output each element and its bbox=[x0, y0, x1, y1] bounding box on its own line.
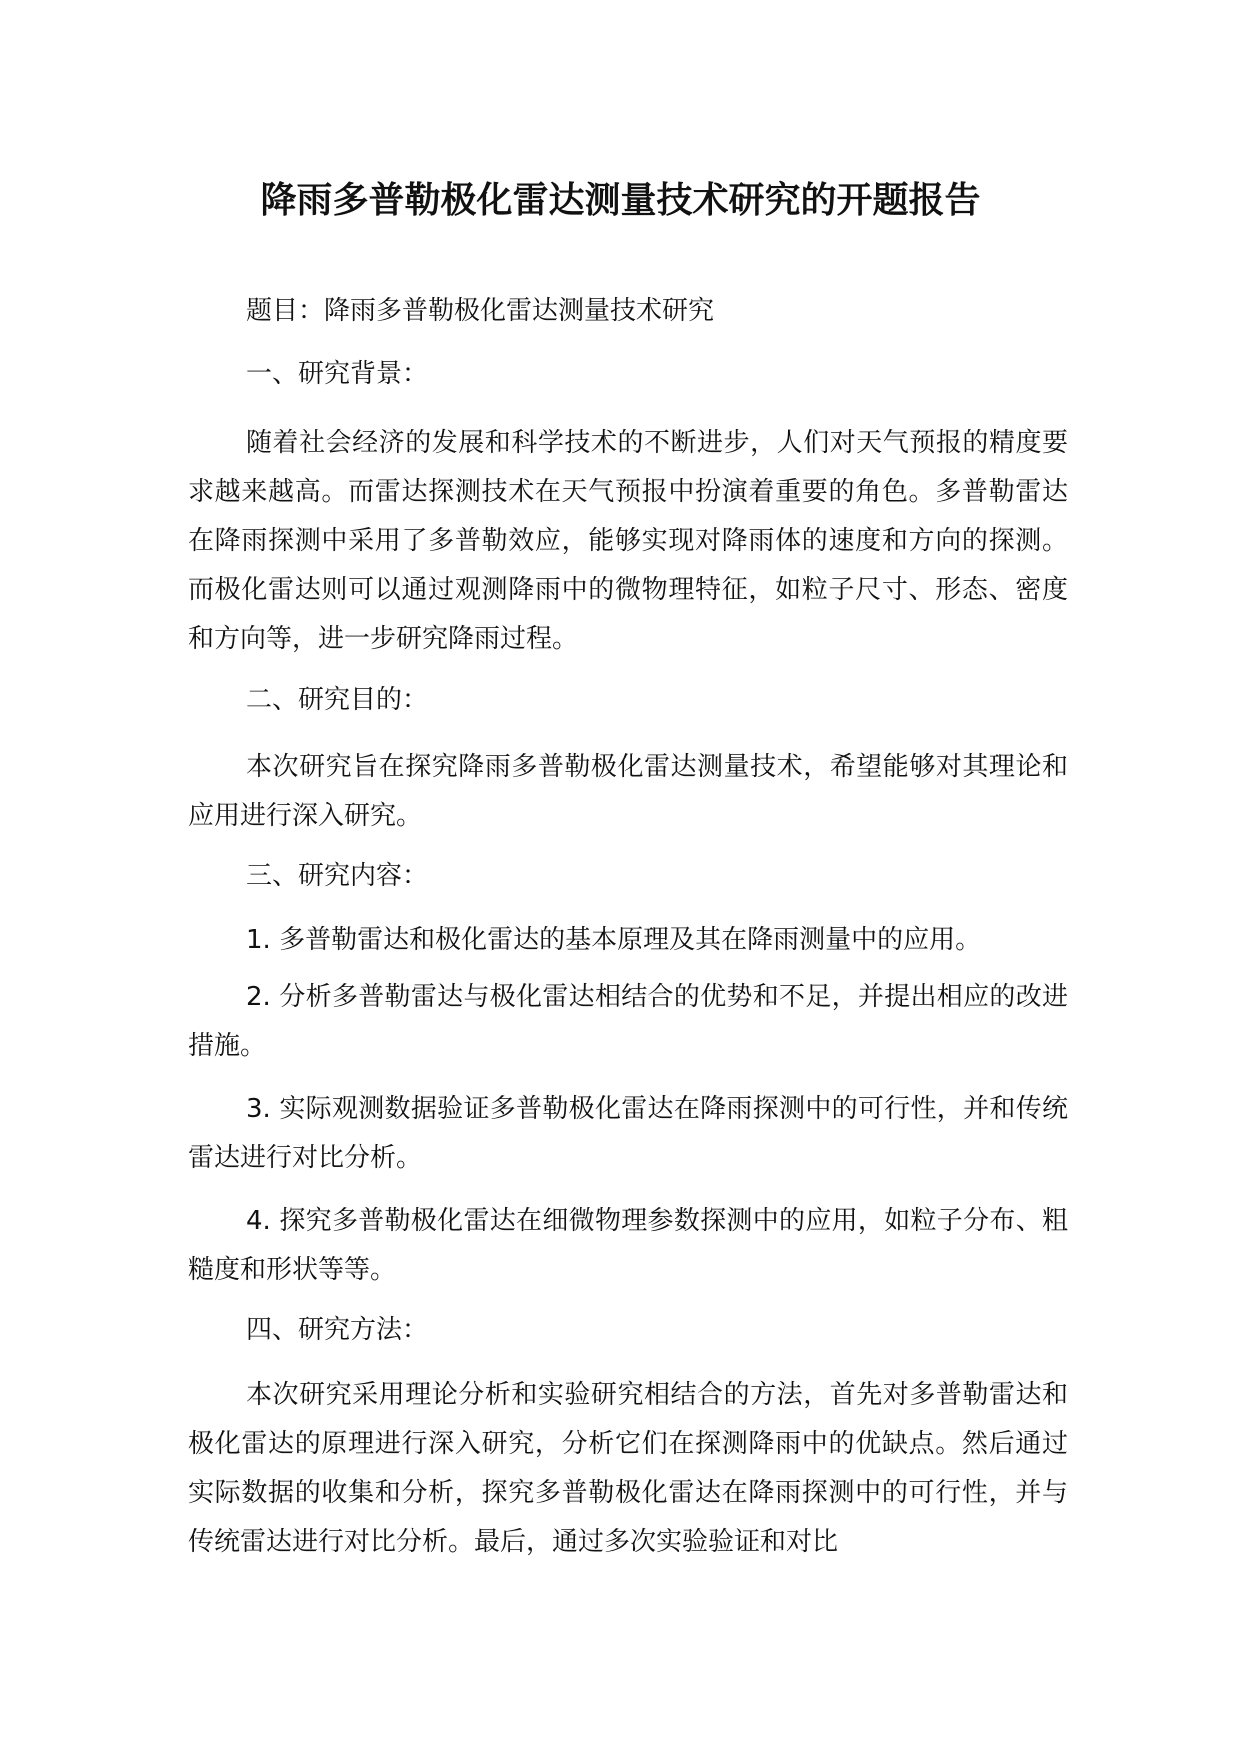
section-3-item-3: 3. 实际观测数据验证多普勒极化雷达在降雨探测中的可行性，并和传统雷达进行对比分析。 bbox=[188, 1094, 1068, 1173]
section-3-heading: 三、研究内容： bbox=[246, 861, 429, 891]
topic-line: 题目：降雨多普勒极化雷达测量技术研究 bbox=[246, 296, 715, 326]
document-title: 降雨多普勒极化雷达测量技术研究的开题报告 bbox=[260, 180, 981, 221]
section-3-item-1: 1. 多普勒雷达和极化雷达的基本原理及其在降雨测量中的应用。 bbox=[246, 925, 982, 955]
section-4-heading: 四、研究方法： bbox=[246, 1315, 429, 1345]
section-3-item-2: 2. 分析多普勒雷达与极化雷达相结合的优势和不足，并提出相应的改进措施。 bbox=[188, 982, 1068, 1061]
section-2-body: 本次研究旨在探究降雨多普勒极化雷达测量技术，希望能够对其理论和应用进行深入研究。 bbox=[188, 752, 1068, 831]
section-3-item-4: 4. 探究多普勒极化雷达在细微物理参数探测中的应用，如粒子分布、粗糙度和形状等等。 bbox=[188, 1206, 1068, 1285]
section-2-heading: 二、研究目的： bbox=[246, 685, 429, 715]
section-1-body: 随着社会经济的发展和科学技术的不断进步，人们对天气预报的精度要求越来越高。而雷达探测技术在天气预报中扮演着重要的角色。多普勒雷达在降雨探测中采用了多普勒效应，能够实现对降雨体的速度和方向的探测。而极化雷达则可以通过观测降雨中的微物理特征，如粒子尺寸、形态、密度和方向等，进一步研究降雨过程。 bbox=[188, 428, 1068, 654]
section-1-heading: 一、研究背景： bbox=[246, 359, 429, 389]
section-4-body: 本次研究采用理论分析和实验研究相结合的方法，首先对多普勒雷达和极化雷达的原理进行深入研究，分析它们在探测降雨中的优缺点。然后通过实际数据的收集和分析，探究多普勒极化雷达在降雨探测中的可行性，并与传统雷达进行对比分析。最后，通过多次实验验证和对比 bbox=[188, 1380, 1068, 1557]
